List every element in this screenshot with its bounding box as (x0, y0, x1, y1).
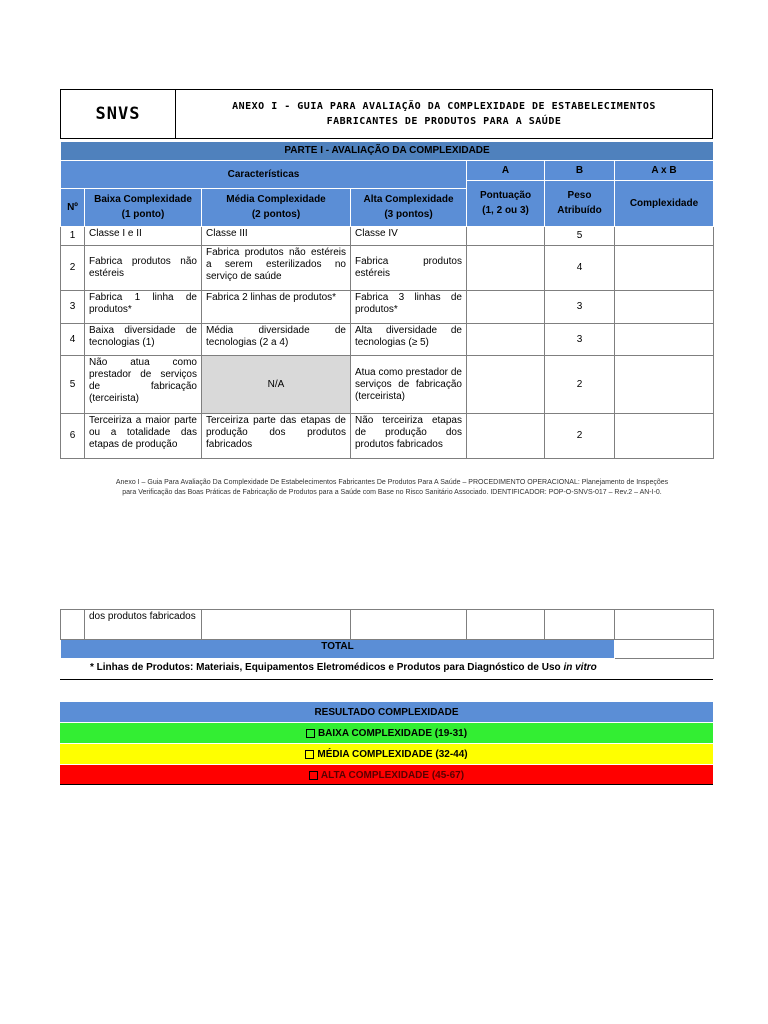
col-axb-header: A x B (615, 161, 714, 181)
page-footer-note (62, 478, 722, 498)
low-complexity-header-line1: Baixa Complexidade (94, 194, 192, 205)
medium-cell: Fabrica produtos não estéreis a serem esterilizados no serviço de saúde (202, 246, 351, 291)
weight-header-line1: Peso (567, 190, 592, 201)
document-title-line2: FABRICANTES DE PRODUTOS PARA A SAÚDE (326, 116, 562, 127)
high-complexity-header (351, 189, 467, 227)
table-row (61, 246, 714, 291)
continuation-table (60, 609, 714, 659)
low-cell: Classe I e II (85, 227, 202, 246)
row-number (61, 610, 85, 640)
low-cell: Terceiriza a maior parte ou a totalidade das etapas de produção (85, 414, 202, 459)
result-high-option[interactable] (60, 765, 713, 786)
medium-complexity-header-line2: (2 pontos) (251, 209, 301, 220)
total-value-cell[interactable] (615, 640, 714, 659)
document-title-line1: ANEXO I - GUIA PARA AVALIAÇÃO DA COMPLEXIDADE DE ESTABELECIMENTOS (232, 101, 656, 112)
result-block (60, 702, 713, 786)
product-lines-note-text: * Linhas de Produtos: Materiais, Equipamentos Eletromédicos e Produtos para Diagnóstico de Uso (90, 662, 564, 673)
weight-cell (545, 610, 615, 640)
table-row (61, 356, 714, 414)
result-low-option[interactable] (60, 723, 713, 744)
col-a-header: A (467, 161, 545, 181)
checkbox-icon[interactable] (306, 729, 315, 738)
row-number: 2 (61, 246, 85, 291)
medium-cell-na: N/A (202, 356, 351, 414)
low-cell: Não atua como prestador de serviços de fabricação (terceirista) (85, 356, 202, 414)
complexity-cell[interactable] (615, 610, 714, 640)
medium-cell: Classe III (202, 227, 351, 246)
checkbox-icon[interactable] (305, 750, 314, 759)
checkbox-icon[interactable] (309, 771, 318, 780)
low-cell-continuation: dos produtos fabricados (85, 610, 202, 640)
result-medium-option[interactable] (60, 744, 713, 765)
row-number: 5 (61, 356, 85, 414)
score-header-line2: (1, 2 ou 3) (482, 205, 529, 216)
characteristics-header: Características (61, 161, 467, 189)
score-cell[interactable] (467, 227, 545, 246)
low-cell: Baixa diversidade de tecnologias (1) (85, 324, 202, 356)
score-header-line1: Pontuação (479, 190, 532, 201)
score-cell[interactable] (467, 324, 545, 356)
high-cell: Fabrica produtos estéreis (351, 246, 467, 291)
col-b-header: B (545, 161, 615, 181)
product-lines-note (60, 659, 713, 680)
weight-cell: 2 (545, 414, 615, 459)
result-medium-label: MÉDIA COMPLEXIDADE (32-44) (317, 748, 468, 760)
complexity-cell[interactable] (615, 356, 714, 414)
table-row (61, 227, 714, 246)
medium-cell (202, 610, 351, 640)
score-cell[interactable] (467, 610, 545, 640)
medium-complexity-header-line1: Média Complexidade (226, 194, 326, 205)
footer-note-line2: para Verificação das Boas Práticas de Fabricação de Produtos para a Saúde com Base no Risco Sanitário Associado. IDENTIFICADOR: POP-O-SNVS-017 – Rev.2 – AN-I-0. (122, 489, 662, 496)
complexity-cell[interactable] (615, 246, 714, 291)
high-complexity-header-line2: (3 pontos) (384, 209, 433, 220)
complexity-cell[interactable] (615, 291, 714, 324)
weight-header-line2: Atribuído (557, 205, 602, 216)
complexity-cell[interactable] (615, 227, 714, 246)
high-cell: Alta diversidade de tecnologias (≥ 5) (351, 324, 467, 356)
medium-complexity-header (202, 189, 351, 227)
snvs-logo: SNVS (61, 90, 176, 138)
complexity-cell[interactable] (615, 324, 714, 356)
total-label: TOTAL (61, 640, 615, 659)
low-complexity-header (85, 189, 202, 227)
weight-cell: 3 (545, 324, 615, 356)
document-title (176, 90, 712, 138)
total-row (61, 640, 714, 659)
row-number: 3 (61, 291, 85, 324)
number-header: Nº (61, 189, 85, 227)
score-cell[interactable] (467, 414, 545, 459)
weight-cell: 4 (545, 246, 615, 291)
high-cell: Não terceiriza etapas de produção dos produtos fabricados (351, 414, 467, 459)
footer-note-line1: Anexo I – Guia Para Avaliação Da Complexidade De Estabelecimentos Fabricantes De Produtos Para A Saúde – PROCEDIMENTO OPERACIONAL: Planejamento de Inspeções (115, 479, 669, 486)
table-row (61, 324, 714, 356)
complexity-cell[interactable] (615, 414, 714, 459)
high-complexity-header-line1: Alta Complexidade (363, 194, 454, 205)
result-low-label: BAIXA COMPLEXIDADE (19-31) (317, 727, 468, 739)
table-row (61, 291, 714, 324)
complexity-table (60, 141, 714, 459)
document-header (60, 89, 713, 139)
divider (60, 784, 713, 785)
score-cell[interactable] (467, 246, 545, 291)
part-title: PARTE I - AVALIAÇÃO DA COMPLEXIDADE (61, 142, 714, 161)
row-number: 1 (61, 227, 85, 246)
score-cell[interactable] (467, 356, 545, 414)
high-cell: Classe IV (351, 227, 467, 246)
medium-cell: Terceiriza parte das etapas de produção dos produtos fabricados (202, 414, 351, 459)
weight-cell: 2 (545, 356, 615, 414)
product-lines-note-italic: in vitro (563, 662, 597, 673)
weight-cell: 5 (545, 227, 615, 246)
high-cell (351, 610, 467, 640)
low-cell: Fabrica 1 linha de produtos* (85, 291, 202, 324)
medium-cell: Média diversidade de tecnologias (2 a 4) (202, 324, 351, 356)
high-cell: Fabrica 3 linhas de produtos* (351, 291, 467, 324)
high-cell: Atua como prestador de serviços de fabricação (terceirista) (351, 356, 467, 414)
weight-header (545, 181, 615, 227)
weight-cell: 3 (545, 291, 615, 324)
low-cell: Fabrica produtos não estéreis (85, 246, 202, 291)
table-row (61, 610, 714, 640)
medium-cell: Fabrica 2 linhas de produtos* (202, 291, 351, 324)
complexity-header: Complexidade (615, 181, 714, 227)
low-complexity-header-line2: (1 ponto) (121, 209, 165, 220)
table-row (61, 414, 714, 459)
result-high-label: ALTA COMPLEXIDADE (45-67) (320, 769, 465, 781)
result-title: RESULTADO COMPLEXIDADE (60, 702, 713, 723)
row-number: 4 (61, 324, 85, 356)
score-cell[interactable] (467, 291, 545, 324)
row-number: 6 (61, 414, 85, 459)
score-header (467, 181, 545, 227)
